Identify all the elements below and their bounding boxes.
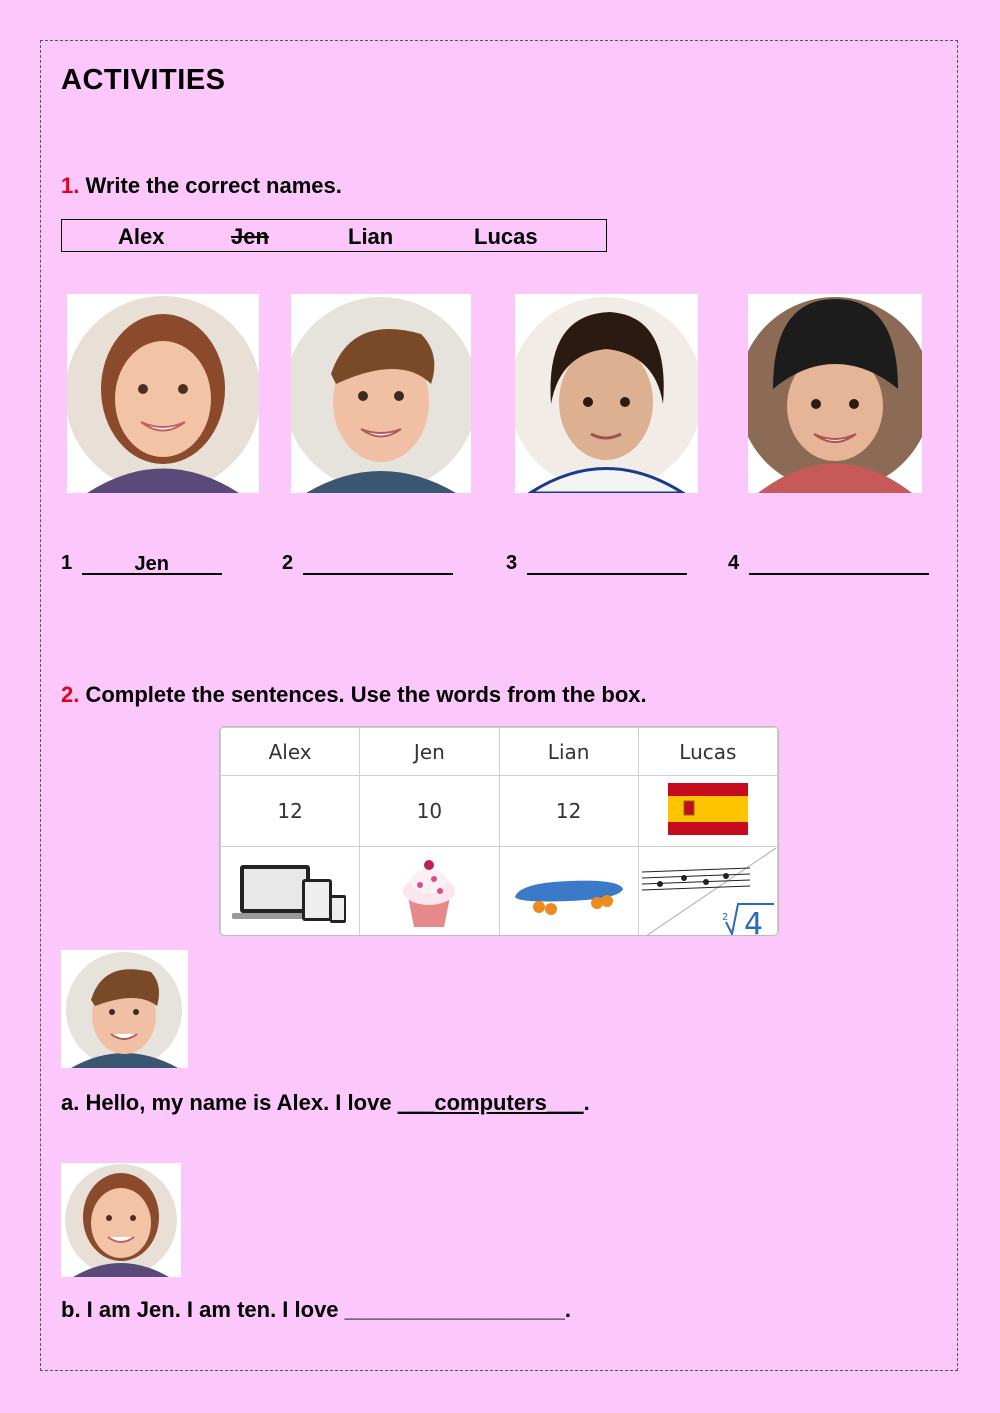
spain-flag-icon xyxy=(668,783,748,835)
photo-jen-small xyxy=(61,1163,181,1277)
photo-2-boy xyxy=(291,294,471,493)
sentence-a xyxy=(61,1090,590,1116)
answer-field-3[interactable] xyxy=(527,553,687,575)
table-age-lian: 12 xyxy=(499,776,638,847)
photo-alex-small xyxy=(61,950,188,1068)
music-maths-icon xyxy=(640,848,776,936)
table-hobby-jen xyxy=(360,847,499,937)
name-word-lian: Lian xyxy=(348,224,394,249)
exercise-1-number: 1. xyxy=(61,173,80,198)
exercise-2-number: 2. xyxy=(61,682,80,707)
laptop-tablet-phone-icon xyxy=(230,861,350,927)
answer-field-2[interactable] xyxy=(303,553,453,575)
name-word-alex: Alex xyxy=(118,224,165,249)
table-hobby-alex xyxy=(221,847,360,937)
exercise-1-heading xyxy=(61,173,342,199)
table-header-alex: Alex xyxy=(221,728,360,776)
table-age-alex: 12 xyxy=(221,776,360,847)
answer-number-4: 4 xyxy=(728,552,740,574)
answer-item-3 xyxy=(506,552,687,575)
photo-3-boy-dark-hair xyxy=(515,294,698,493)
answer-field-4[interactable] xyxy=(749,553,929,575)
svg-text:4: 4 xyxy=(743,907,763,936)
name-word-box xyxy=(61,219,607,252)
exercise-2-instruction: Complete the sentences. Use the words from the box. xyxy=(85,682,647,707)
photo-4-girl-beanie xyxy=(748,294,922,493)
table-header-lian: Lian xyxy=(499,728,638,776)
sentence-a-answer[interactable]: ___computers___ xyxy=(397,1090,584,1115)
table-header-lucas: Lucas xyxy=(638,728,777,776)
table-hobby-lian xyxy=(499,847,638,937)
sentence-b: b. I am Jen. I am ten. I love __________________. xyxy=(61,1297,571,1322)
page-title: ACTIVITIES xyxy=(61,64,226,96)
table-flag-lucas xyxy=(638,776,777,847)
table-age-jen: 10 xyxy=(360,776,499,847)
table-hobby-lucas xyxy=(638,847,777,937)
answer-item-2 xyxy=(282,552,453,575)
photo-1-girl xyxy=(67,294,259,493)
table-header-jen: Jen xyxy=(360,728,499,776)
answer-number-3: 3 xyxy=(506,552,518,574)
sentence-a-period: . xyxy=(583,1090,590,1115)
answer-field-1[interactable]: Jen xyxy=(82,553,222,575)
exercise-1-instruction: Write the correct names. xyxy=(85,173,342,198)
answer-item-4 xyxy=(728,552,929,575)
sentence-a-text: a. Hello, my name is Alex. I love xyxy=(61,1090,398,1115)
name-word-jen-crossed: Jen xyxy=(231,224,269,249)
exercise-2-heading xyxy=(61,682,647,708)
answer-number-2: 2 xyxy=(282,552,294,574)
name-word-lucas: Lucas xyxy=(474,224,538,249)
svg-text:2: 2 xyxy=(721,912,729,923)
answer-item-1 xyxy=(61,552,222,575)
answer-number-1: 1 xyxy=(61,552,73,574)
skateboard-icon xyxy=(509,869,629,919)
info-table xyxy=(219,726,779,936)
cupcake-icon xyxy=(394,859,464,929)
